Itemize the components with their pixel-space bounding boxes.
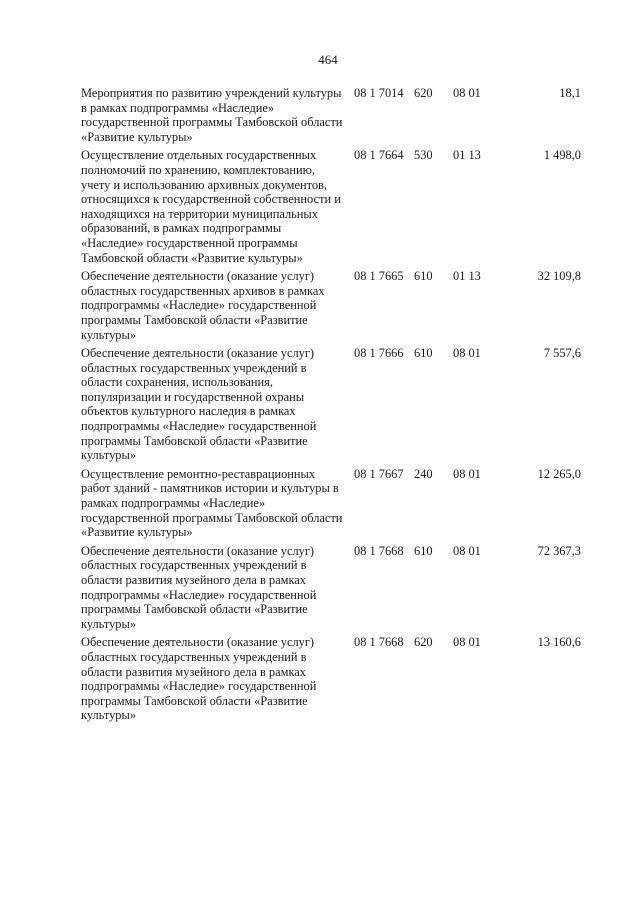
row-amount: 32 109,8 [537,269,581,284]
row-description: Обеспечение деятельности (оказание услуг) областных государственных учреждений в области развития музейного дела в рамках подпрограммы «Наследие» государственной программы Тамбовской области «Развитие культуры» [81,543,317,631]
row-section-code: 01 13 [453,269,481,284]
row-expense-type-code: 610 [414,543,433,558]
table-row [81,148,581,265]
row-amount: 7 557,6 [543,346,581,361]
row-description: Осуществление отдельных государственных полномочий по хранению, комплектованию, учету и использованию архивных документов, относящихся к государственной собственности и находящихся на территории муниципальных образований, в рамках подпрограммы «Наследие» государственной программы Тамбовской области «Развитие культуры» [81,148,341,265]
row-amount: 13 160,6 [537,635,581,650]
row-expense-type-code: 530 [414,148,433,163]
row-target-article-code: 08 1 7664 [354,148,404,163]
row-target-article-code: 08 1 7666 [354,346,404,361]
page-number: 464 [318,52,338,67]
row-section-code: 08 01 [453,466,481,481]
table-row [81,269,581,342]
row-amount: 12 265,0 [537,466,581,481]
row-description: Обеспечение деятельности (оказание услуг) областных государственных архивов в рамках подпрограммы «Наследие» государственной программы Тамбовской области «Развитие культуры» [81,269,325,342]
budget-table [81,86,581,727]
row-description: Обеспечение деятельности (оказание услуг) областных государственных учреждений в области развития музейного дела в рамках подпрограммы «Наследие» государственной программы Тамбовской области «Развитие культуры» [81,635,317,723]
table-row [81,86,581,144]
row-target-article-code: 08 1 7667 [354,466,404,481]
row-description: Мероприятия по развитию учреждений культуры в рамках подпрограммы «Наследие» государственной программы Тамбовской области «Развитие культуры» [81,86,343,144]
row-amount: 1 498,0 [543,148,581,163]
row-section-code: 08 01 [453,543,481,558]
row-section-code: 08 01 [453,346,481,361]
row-section-code: 08 01 [453,635,481,650]
row-expense-type-code: 620 [414,86,433,100]
row-description: Обеспечение деятельности (оказание услуг) областных государственных учреждений в области сохранения, использования, популяризации и государственной охраны объектов культурного наследия в рамках подпрограммы «Наследие» государственной программы Тамбовской области «Развитие культуры» [81,346,317,463]
row-target-article-code: 08 1 7668 [354,543,404,558]
row-target-article-code: 08 1 7665 [354,269,404,284]
row-expense-type-code: 610 [414,346,433,361]
table-row [81,346,581,463]
row-expense-type-code: 620 [414,635,433,650]
row-description: Осуществление ремонтно-реставрационных работ зданий - памятников истории и культуры в рамках подпрограммы «Наследие» государственной программы Тамбовской области «Развитие культуры» [81,466,343,540]
table-row [81,635,581,723]
table-row [81,467,581,540]
row-target-article-code: 08 1 7014 [354,86,404,100]
row-amount: 18,1 [559,86,581,100]
row-amount: 72 367,3 [537,543,581,558]
table-row [81,544,581,632]
row-expense-type-code: 240 [414,466,433,481]
row-target-article-code: 08 1 7668 [354,635,404,650]
row-section-code: 01 13 [453,148,481,163]
row-section-code: 08 01 [453,86,481,100]
row-expense-type-code: 610 [414,269,433,284]
